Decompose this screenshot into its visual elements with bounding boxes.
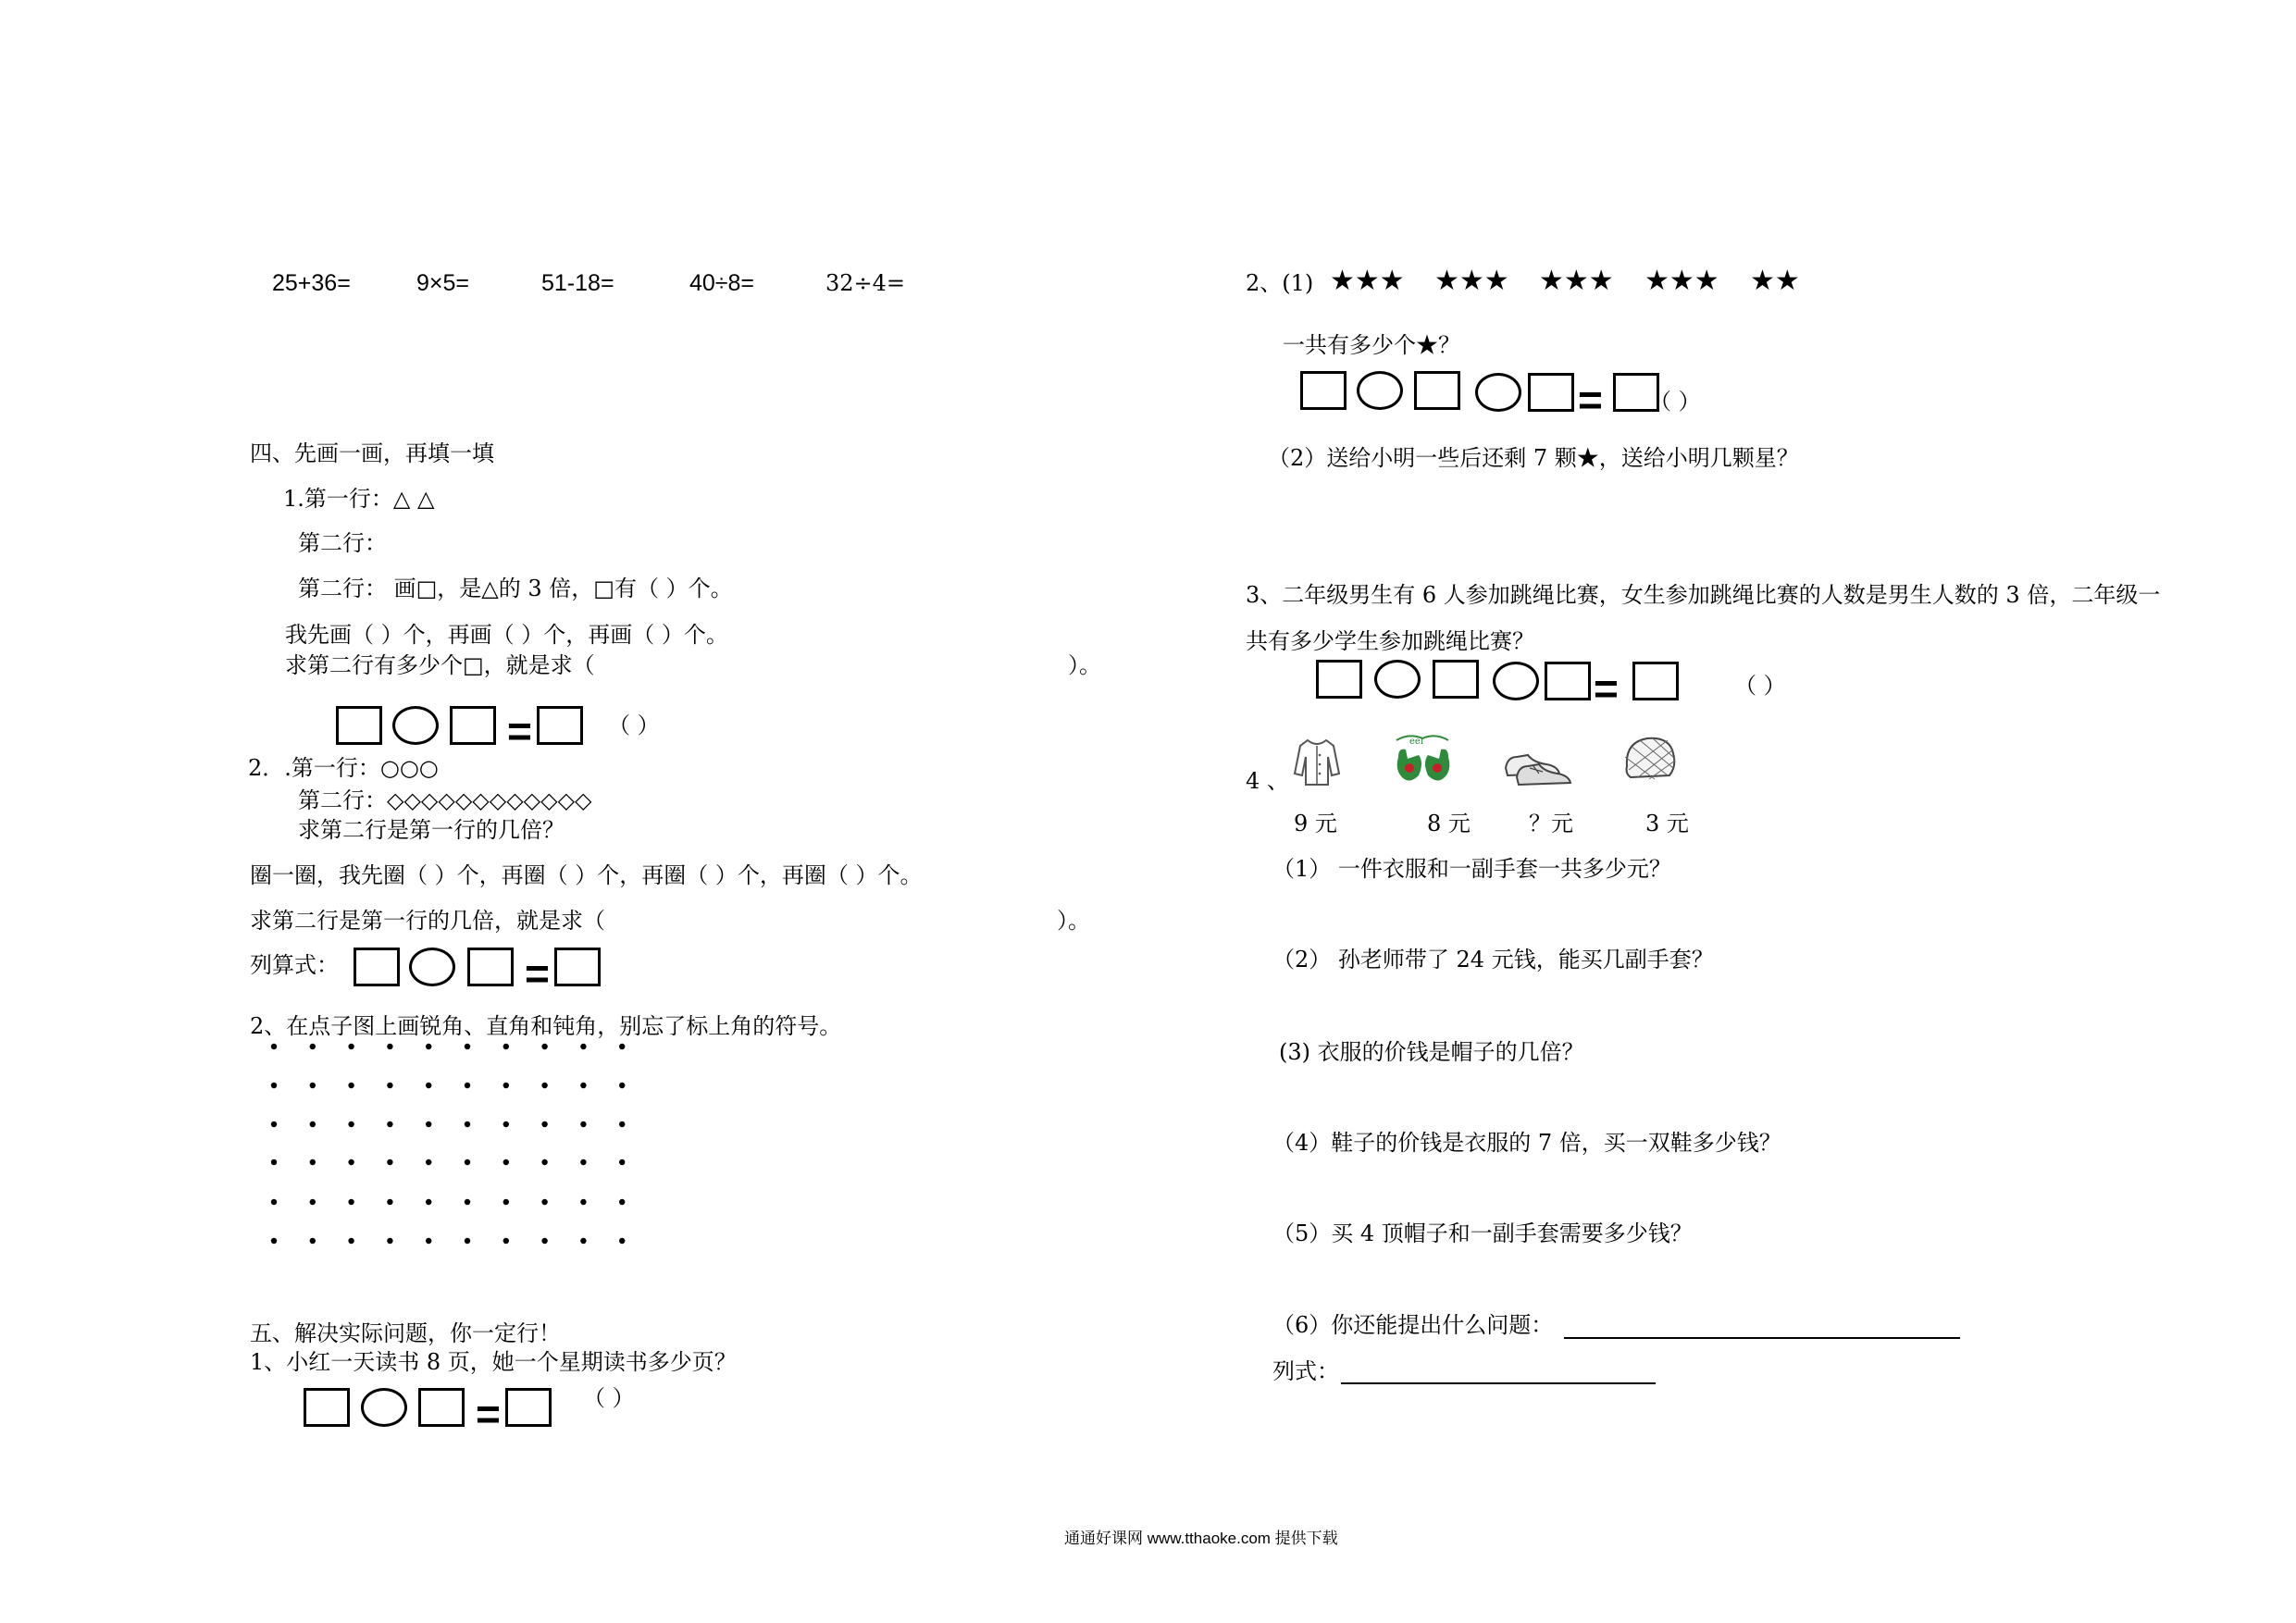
- answer-box[interactable]: [336, 706, 382, 745]
- grid-dot[interactable]: [426, 1159, 431, 1165]
- operator-circle[interactable]: [409, 948, 455, 986]
- operator-circle[interactable]: [361, 1388, 407, 1427]
- shoes-icon: [1502, 740, 1574, 787]
- q3-line1: 3、二年级男生有 6 人参加跳绳比赛，女生参加跳绳比赛的人数是男生人数的 3 倍，二年级一: [1246, 582, 2161, 608]
- grid-dot[interactable]: [271, 1159, 277, 1165]
- answer-box[interactable]: [1300, 371, 1347, 410]
- q1-draw: 我先画（ ）个，再画（ ）个，再画（ ）个。: [285, 622, 728, 648]
- grid-dot[interactable]: [541, 1238, 547, 1244]
- star-group: ★★★: [1539, 265, 1614, 297]
- answer-box[interactable]: [304, 1388, 350, 1427]
- unit-paren: （ ）: [608, 712, 660, 738]
- answer-box[interactable]: [537, 706, 583, 745]
- unit-paren: （ ）: [1734, 673, 1786, 699]
- grid-dot[interactable]: [619, 1199, 625, 1205]
- price-gloves: 8 元: [1427, 811, 1471, 836]
- formula-answer-line[interactable]: [1341, 1382, 1656, 1384]
- q2-1-label: 2、(1): [1246, 270, 1314, 296]
- grid-dot[interactable]: [465, 1083, 470, 1088]
- section4-heading: 四、先画一画，再填一填: [250, 440, 494, 466]
- grid-dot[interactable]: [541, 1044, 547, 1049]
- hat-icon: [1621, 733, 1679, 787]
- q1-ask: 求第二行有多少个□，就是求（: [285, 652, 595, 678]
- answer-box[interactable]: [450, 706, 496, 745]
- grid-dot[interactable]: [465, 1199, 470, 1205]
- grid-dot[interactable]: [619, 1121, 625, 1127]
- grid-dot[interactable]: [271, 1238, 277, 1244]
- grid-dot[interactable]: [619, 1083, 625, 1088]
- grid-dot[interactable]: [387, 1159, 392, 1165]
- grid-dot[interactable]: [387, 1121, 392, 1127]
- grid-dot[interactable]: [271, 1199, 277, 1205]
- grid-dot[interactable]: [580, 1083, 586, 1088]
- grid-dot[interactable]: [426, 1238, 431, 1244]
- q2-row2: 第二行：◇◇◇◇◇◇◇◇◇◇◇◇: [298, 787, 592, 813]
- star-group: ★★★: [1330, 265, 1405, 297]
- q4-item-4: （4）鞋子的价钱是衣服的 7 倍，买一双鞋多少钱？: [1272, 1130, 1781, 1156]
- grid-dot[interactable]: [541, 1159, 547, 1165]
- q2-1-ask: 一共有多少个★？: [1283, 332, 1460, 358]
- question-answer-line[interactable]: [1564, 1337, 1960, 1339]
- operator-circle[interactable]: [1493, 662, 1539, 700]
- grid-dot[interactable]: [541, 1083, 547, 1088]
- grid-dot[interactable]: [310, 1238, 316, 1244]
- formula-label: 列式：: [1272, 1358, 1339, 1384]
- q2-meaning: 求第二行是第一行的几倍，就是求（: [250, 908, 605, 934]
- q2-formula-label: 列算式：: [250, 952, 339, 978]
- grid-dot[interactable]: [465, 1044, 470, 1049]
- grid-dot[interactable]: [387, 1199, 392, 1205]
- answer-box[interactable]: [354, 948, 400, 986]
- grid-dot[interactable]: [580, 1159, 586, 1165]
- calc-1: 25+36=: [272, 270, 351, 296]
- grid-dot[interactable]: [503, 1159, 509, 1165]
- q2-meaning-end: ）。: [1057, 908, 1090, 934]
- calc-4: 40÷8=: [689, 270, 755, 296]
- section5-q1: 1、小红一天读书 8 页，她一个星期读书多少页？: [250, 1349, 737, 1375]
- q4-label: 4 、: [1246, 768, 1289, 794]
- section5-heading: 五、解决实际问题，你一定行！: [250, 1320, 561, 1346]
- angles-prompt: 2、在点子图上画锐角、直角和钝角，别忘了标上角的符号。: [250, 1013, 842, 1039]
- grid-dot[interactable]: [387, 1083, 392, 1088]
- grid-dot[interactable]: [348, 1121, 354, 1127]
- q4-item-1: （1） 一件衣服和一副手套一共多少元？: [1272, 856, 1671, 882]
- grid-dot[interactable]: [619, 1044, 625, 1049]
- answer-box[interactable]: [1316, 660, 1362, 699]
- star-group: ★★★: [1434, 265, 1509, 297]
- shirt-icon: [1291, 737, 1343, 788]
- operator-circle[interactable]: [1374, 660, 1421, 699]
- grid-dot[interactable]: [426, 1083, 431, 1088]
- grid-dot[interactable]: [580, 1044, 586, 1049]
- calc-2: 9×5=: [416, 270, 470, 296]
- grid-dot[interactable]: [465, 1121, 470, 1127]
- answer-box[interactable]: [554, 948, 601, 986]
- grid-dot[interactable]: [619, 1159, 625, 1165]
- answer-box[interactable]: [1528, 373, 1574, 412]
- answer-box[interactable]: [1545, 662, 1591, 700]
- grid-dot[interactable]: [387, 1044, 392, 1049]
- calc-3: 51-18=: [541, 270, 614, 296]
- grid-dot[interactable]: [465, 1238, 470, 1244]
- grid-dot[interactable]: [310, 1159, 316, 1165]
- grid-dot[interactable]: [541, 1121, 547, 1127]
- star-group: ★★: [1750, 265, 1800, 297]
- grid-dot[interactable]: [503, 1083, 509, 1088]
- operator-circle[interactable]: [1475, 373, 1521, 412]
- grid-dot[interactable]: [503, 1044, 509, 1049]
- grid-dot[interactable]: [387, 1238, 392, 1244]
- operator-circle[interactable]: [1357, 371, 1403, 410]
- grid-dot[interactable]: [580, 1238, 586, 1244]
- svg-text:eel: eel: [1409, 737, 1424, 747]
- q4-item-6: （6）你还能提出什么问题：: [1272, 1312, 1554, 1338]
- equals-sign: =: [476, 1390, 501, 1438]
- price-hat: 3 元: [1645, 811, 1689, 836]
- q2-circle: 圈一圈，我先圈（ ）个，再圈（ ）个，再圈（ ）个，再圈（ ）个。: [250, 862, 923, 888]
- grid-dot[interactable]: [348, 1238, 354, 1244]
- answer-box[interactable]: [1414, 371, 1460, 410]
- star-group: ★★★: [1644, 265, 1719, 297]
- grid-dot[interactable]: [348, 1159, 354, 1165]
- equals-sign: =: [1594, 664, 1619, 712]
- unit-paren: （ ）: [583, 1385, 635, 1411]
- grid-dot[interactable]: [426, 1199, 431, 1205]
- answer-box[interactable]: [1632, 662, 1679, 700]
- q4-item-5: （5）买 4 顶帽子和一副手套需要多少钱？: [1272, 1220, 1693, 1246]
- q3-line2: 共有多少学生参加跳绳比赛？: [1246, 628, 1534, 654]
- grid-dot[interactable]: [348, 1044, 354, 1049]
- answer-box[interactable]: [418, 1388, 465, 1427]
- grid-dot[interactable]: [271, 1083, 277, 1088]
- price-shirt: 9 元: [1294, 811, 1337, 836]
- grid-dot[interactable]: [503, 1121, 509, 1127]
- grid-dot[interactable]: [580, 1121, 586, 1127]
- grid-dot[interactable]: [310, 1199, 316, 1205]
- grid-dot[interactable]: [426, 1044, 431, 1049]
- grid-dot[interactable]: [503, 1238, 509, 1244]
- grid-dot[interactable]: [348, 1199, 354, 1205]
- grid-dot[interactable]: [503, 1199, 509, 1205]
- q1-row2: 第二行：: [298, 530, 387, 556]
- grid-dot[interactable]: [541, 1199, 547, 1205]
- unit-paren: （ ）: [1649, 389, 1701, 415]
- grid-dot[interactable]: [619, 1238, 625, 1244]
- grid-dot[interactable]: [426, 1121, 431, 1127]
- q4-item-3: (3) 衣服的价钱是帽子的几倍？: [1279, 1039, 1584, 1065]
- q1-ask-end: ）。: [1068, 652, 1101, 678]
- grid-dot[interactable]: [580, 1199, 586, 1205]
- answer-box[interactable]: [1433, 660, 1479, 699]
- q2-ask: 求第二行是第一行的几倍？: [298, 817, 565, 843]
- answer-box[interactable]: [467, 948, 514, 986]
- gloves-icon: [1391, 731, 1456, 790]
- calc-5: 32÷4=: [825, 270, 906, 296]
- q1-row1: 1.第一行：△ △: [283, 486, 435, 512]
- q2-row1: 2．.第一行：○○○: [248, 755, 439, 781]
- operator-circle[interactable]: [392, 706, 439, 745]
- equals-sign: =: [525, 949, 550, 997]
- grid-dot[interactable]: [348, 1083, 354, 1088]
- grid-dot[interactable]: [465, 1159, 470, 1165]
- grid-dot[interactable]: [310, 1121, 316, 1127]
- footer-text: 通通好课网 www.tthaoke.com 提供下载: [1064, 1530, 1338, 1547]
- q2-2: （2）送给小明一些后还剩 7 颗★，送给小明几颗星？: [1268, 445, 1799, 471]
- grid-dot[interactable]: [310, 1044, 316, 1049]
- q1-row2b: 第二行： 画□，是△的 3 倍，□有（ ）个。: [298, 576, 733, 601]
- q4-item-2: （2） 孙老师带了 24 元钱，能买几副手套？: [1272, 947, 1714, 973]
- grid-dot[interactable]: [271, 1044, 277, 1049]
- equals-sign: =: [1578, 376, 1603, 424]
- equals-sign: =: [507, 707, 532, 755]
- grid-dot[interactable]: [271, 1121, 277, 1127]
- grid-dot[interactable]: [310, 1083, 316, 1088]
- price-shoes: ？元: [1529, 811, 1573, 836]
- answer-box[interactable]: [505, 1388, 552, 1427]
